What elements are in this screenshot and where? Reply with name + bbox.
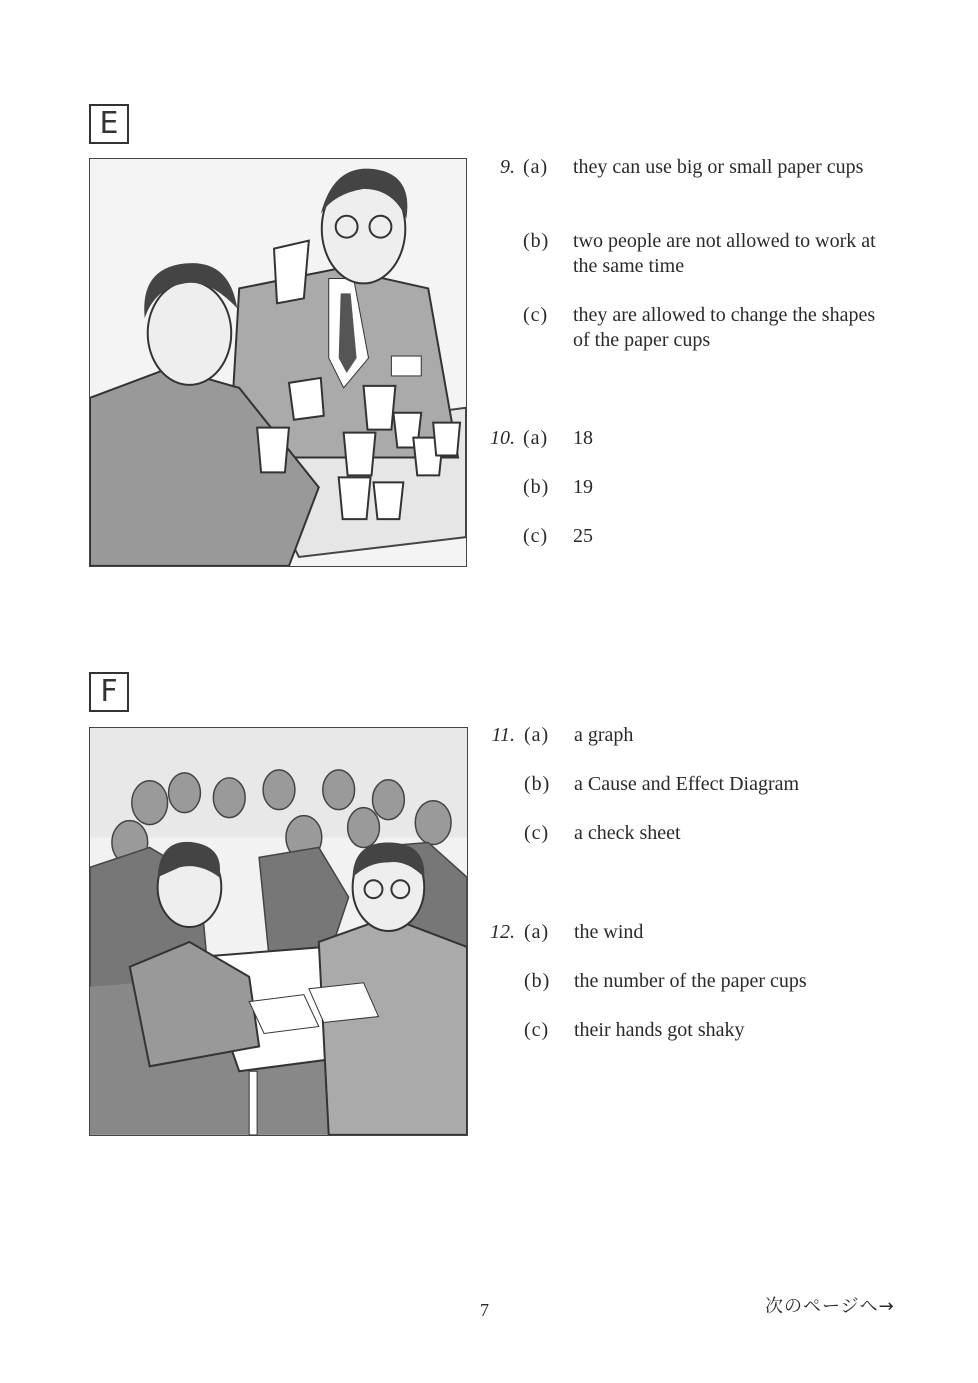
question-12-number: 12. — [490, 921, 515, 943]
question-9-option-b[interactable]: two people are not allowed to work at the same time — [573, 230, 876, 277]
question-11-option-c-letter: (c) — [524, 822, 550, 844]
illustration-paper-cups-drawing — [90, 159, 466, 566]
question-9-option-b-letter: (b) — [523, 230, 550, 252]
question-11-option-b-letter: (b) — [524, 773, 551, 795]
question-11-option-b[interactable]: a Cause and Effect Diagram — [574, 773, 800, 795]
question-9-option-c-letter: (c) — [523, 304, 549, 326]
question-11-number-text: 11 — [491, 724, 510, 746]
question-11-number: 11. — [491, 724, 515, 746]
question-11-option-c[interactable]: a check sheet — [574, 822, 681, 844]
question-9-option-a-letter: (a) — [523, 156, 549, 178]
question-9-number: 9. — [500, 156, 515, 178]
question-10-option-c-letter: (c) — [523, 525, 549, 547]
illustration-meeting-room — [89, 727, 468, 1136]
section-label-f: F — [89, 672, 129, 712]
question-12-option-a[interactable]: the wind — [574, 921, 644, 943]
question-12-option-b[interactable]: the number of the paper cups — [574, 970, 807, 992]
question-9-option-c[interactable]: they are allowed to change the shapes of the paper cups — [573, 304, 876, 351]
illustration-meeting-room-drawing — [90, 728, 467, 1135]
question-12-option-b-letter: (b) — [524, 970, 551, 992]
question-11-option-a-letter: (a) — [524, 724, 550, 746]
question-11-option-a[interactable]: a graph — [574, 724, 634, 746]
question-9-option-a[interactable]: they can use big or small paper cups — [573, 156, 864, 178]
page-number: 7 — [480, 1300, 489, 1320]
question-10-option-a[interactable]: 18 — [573, 427, 593, 449]
illustration-paper-cups — [89, 158, 467, 567]
question-10-option-c[interactable]: 25 — [573, 525, 593, 547]
question-12-number-text: 12 — [490, 921, 510, 943]
question-10-option-b-letter: (b) — [523, 476, 550, 498]
question-12-option-a-letter: (a) — [524, 921, 550, 943]
question-12-option-c-letter: (c) — [524, 1019, 550, 1041]
question-10-option-b[interactable]: 19 — [573, 476, 593, 498]
question-10-number: 10. — [490, 427, 515, 449]
question-9-number-text: 9 — [500, 156, 510, 178]
question-10-option-a-letter: (a) — [523, 427, 549, 449]
next-page-link[interactable]: 次のページへ→ — [765, 1296, 895, 1317]
question-12-option-c[interactable]: their hands got shaky — [574, 1019, 745, 1041]
section-label-e: E — [89, 104, 129, 144]
question-10-number-text: 10 — [490, 427, 510, 449]
